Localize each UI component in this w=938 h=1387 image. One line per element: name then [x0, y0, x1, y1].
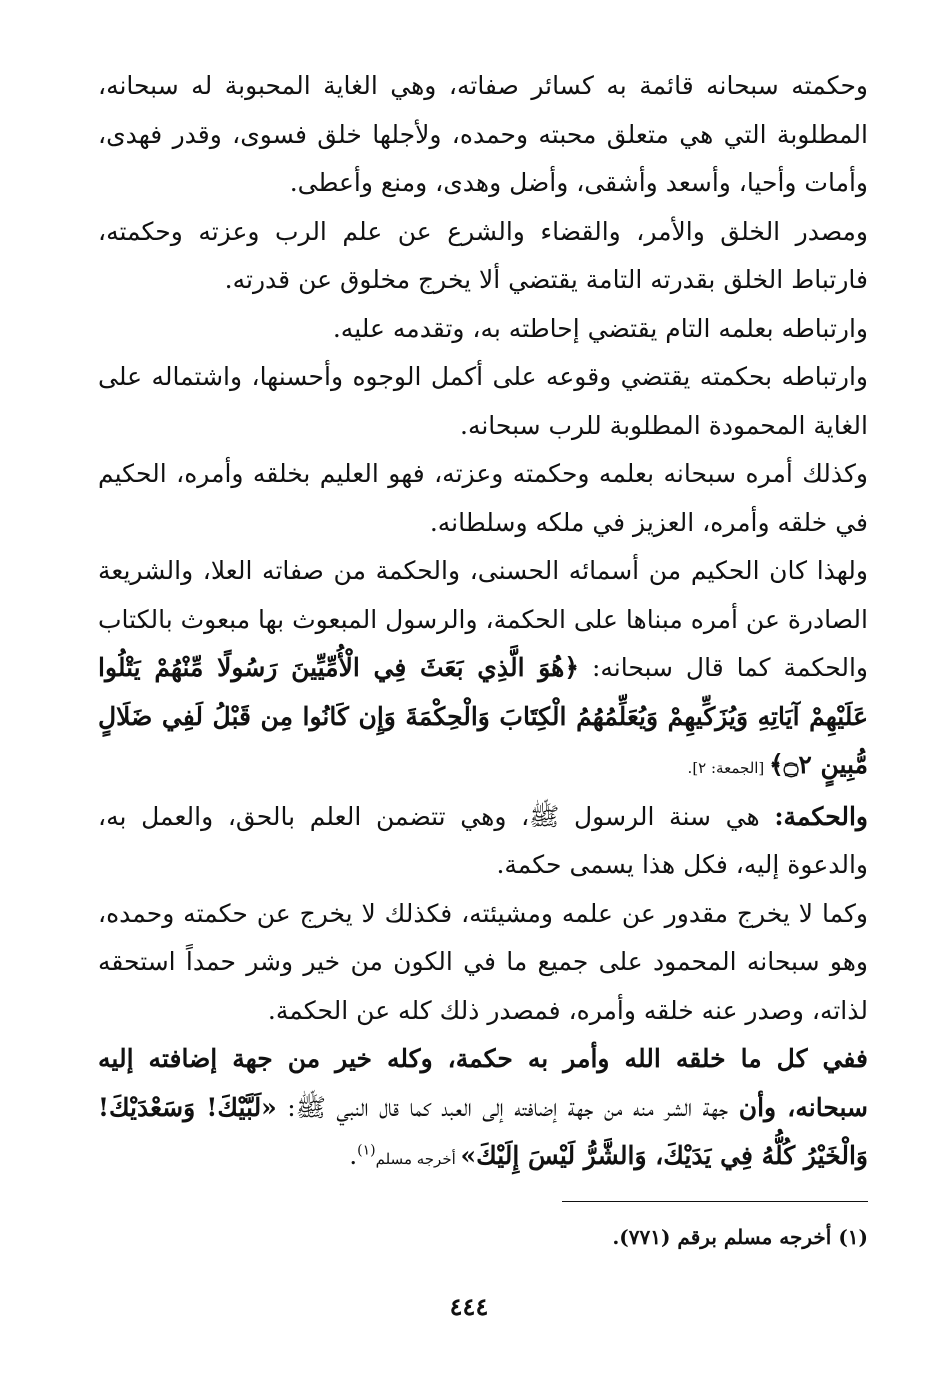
- paragraph-9-end: .: [349, 1141, 358, 1170]
- footnote: (١) أخرجه مسلم برقم (٧٧١).: [612, 1225, 868, 1249]
- paragraph-8: وكما لا يخرج مقدور عن علمه ومشيئته، فكذلك لا يخرج عن حكمته وحمده، وهو سبحانه المحمود على جميع ما في الكون من خير وشر حمداً استحقه لذاته، وصدر عنه خلقه وأمره، فمصدر ذلك كله عن الحكمة.: [98, 898, 868, 1025]
- paragraph-5: وكذلك أمره سبحانه بعلمه وحكمته وعزته، فهو العليم بخلقه وأمره، الحكيم في خلقه وأمره، العزيز في ملكه وسلطانه.: [98, 459, 868, 537]
- bold-statement: ففي كل ما خلقه الله وأمر به حكمة، وكله خير من جهة إضافته إليه سبحانه، وأن: [98, 1044, 868, 1122]
- paragraph-6: [98, 547, 868, 793]
- wisdom-definition-term: والحكمة:: [774, 801, 868, 831]
- paragraph-2: ومصدر الخلق والأمر، والقضاء والشرع عن علم الرب وعزته وحكمته، فارتباط الخلق بقدرته التامة يقتضي ألا يخرج مخلوق عن قدرته.: [98, 216, 868, 294]
- quran-verse: ﴿هُوَ الَّذِي بَعَثَ فِي الْأُمِّيِّينَ رَسُولًا مِّنْهُمْ يَتْلُوا عَلَيْهِمْ آيَاتِهِ وَيُزَكِّيهِمْ وَيُعَلِّمُهُمُ الْكِتَابَ وَالْحِكْمَةَ وَإِن كَانُوا مِن قَبْلُ لَفِي ضَلَالٍ مُّبِينٍ ۝٢﴾: [98, 653, 868, 779]
- footnote-marker: (١): [357, 1142, 376, 1159]
- paragraph-1: وحكمته سبحانه قائمة به كسائر صفاته، وهي الغاية المحبوبة له سبحانه، المطلوبة التي هي متعلق محبته وحمده، ولأجلها خلق فسوى، وقدر فهدى، وأمات وأحيا، وأسعد وأشقى، وأضل وهدى، ومنع وأعطى.: [98, 71, 868, 197]
- wisdom-definition-text: هي سنة الرسول ﷺ، وهي تتضمن العلم بالحق، والعمل به، والدعوة إليه، فكل هذا يسمى حكمة.: [98, 801, 868, 879]
- main-text: [98, 62, 868, 1184]
- paragraph-9: [98, 1035, 868, 1184]
- footnote-separator: [562, 1201, 868, 1202]
- page-number: ٤٤٤: [449, 1292, 489, 1321]
- paragraph-4: وارتباطه بحكمته يقتضي وقوعه على أكمل الوجوه وأحسنها، واشتماله على الغاية المحمودة المطلوبة للرب سبحانه.: [98, 362, 868, 440]
- hadith-text: «لَبَّيْكَ! وَسَعْدَيْكَ! وَالْخَيْرُ كُلُّهُ فِي يَدَيْكَ، وَالشَّرُّ لَيْسَ إِلَيْكَ»: [98, 1092, 868, 1170]
- paragraph-3: وارتباطه بعلمه التام يقتضي إحاطته به، وتقدمه عليه.: [332, 313, 868, 343]
- surah-reference: [الجمعة: ٢].: [687, 759, 770, 777]
- paragraph-6-intro: ولهذا كان الحكيم من أسمائه الحسنى، والحكمة من صفاته العلا، والشريعة الصادرة عن أمره مبناها على الحكمة، والرسول المبعوث بها مبعوث بالكتاب والحكمة كما قال سبحانه:: [98, 556, 868, 682]
- paragraph-9-text: جهة الشر منه من جهة إضافته إلى العبد كما قال النبي ﷺ:: [276, 1092, 739, 1122]
- paragraph-7: [98, 793, 868, 890]
- hadith-source: أخرجه مسلم: [375, 1150, 461, 1168]
